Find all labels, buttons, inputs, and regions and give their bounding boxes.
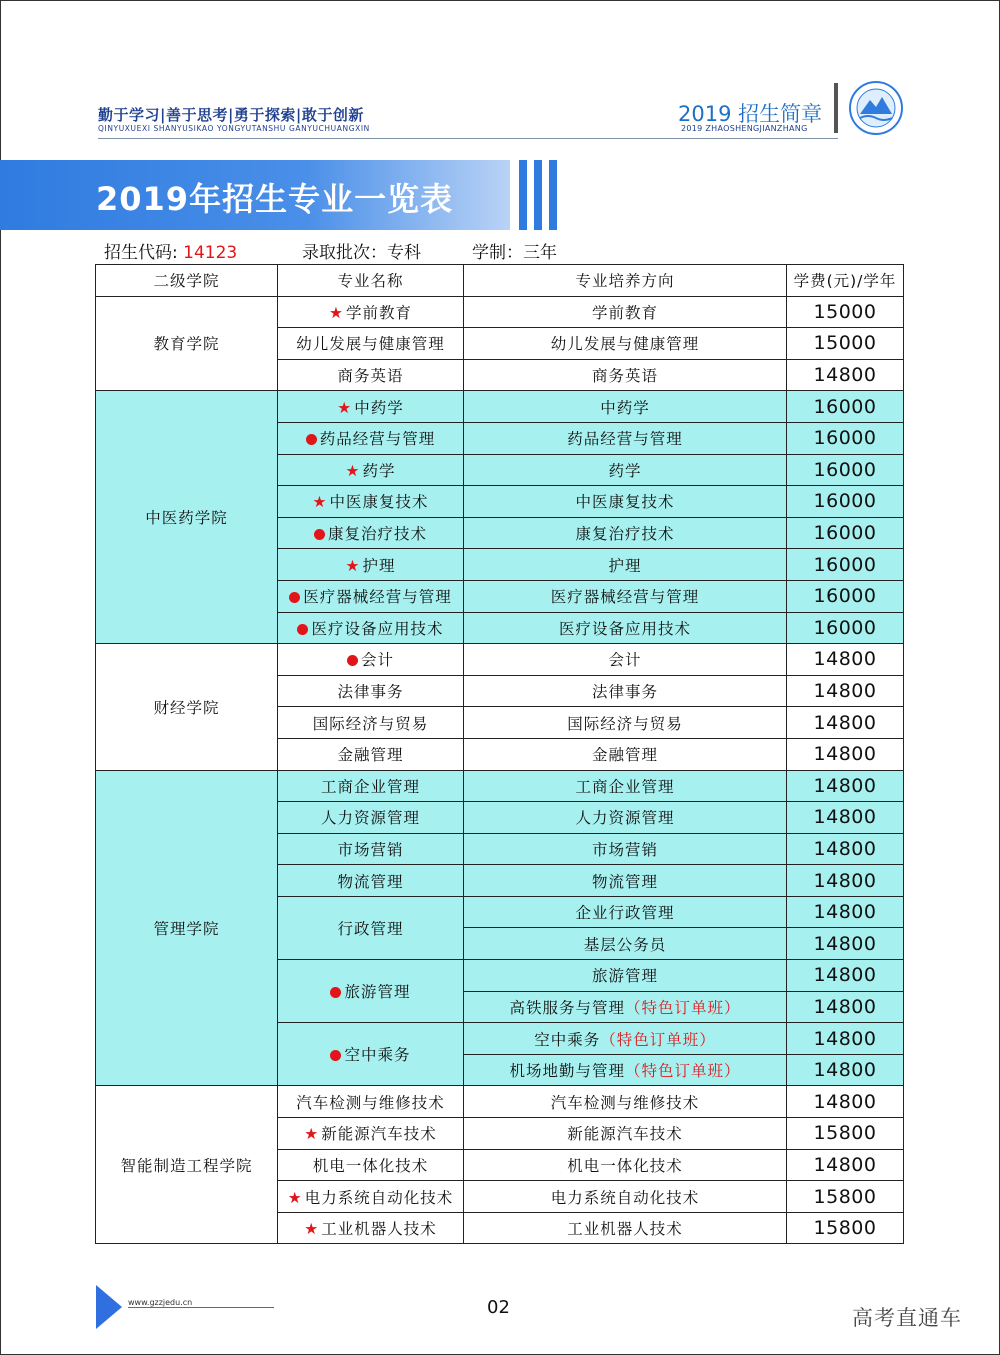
page-title: 2019年招生专业一览表 bbox=[96, 180, 454, 218]
direction-cell bbox=[464, 1054, 787, 1086]
major-cell bbox=[278, 328, 464, 360]
star-icon: ★ bbox=[304, 1220, 320, 1239]
majors-table-body bbox=[96, 296, 904, 1244]
major-cell bbox=[278, 675, 464, 707]
star-icon: ★ bbox=[312, 493, 328, 512]
major-cell bbox=[278, 580, 464, 612]
major-cell bbox=[278, 454, 464, 486]
major-cell bbox=[278, 296, 464, 328]
fee-cell: 14800 bbox=[787, 644, 904, 676]
direction-text: 机电一体化技术 bbox=[567, 1156, 683, 1175]
enrollment-code-label: 招生代码: bbox=[104, 243, 178, 263]
direction-cell bbox=[464, 422, 787, 454]
direction-cell bbox=[464, 1212, 787, 1244]
red-dot-icon bbox=[330, 1050, 341, 1061]
direction-text: 医疗器械经营与管理 bbox=[550, 588, 700, 607]
direction-cell bbox=[464, 549, 787, 581]
major-name: 幼儿发展与健康管理 bbox=[296, 335, 445, 354]
banner-stripe bbox=[534, 160, 542, 230]
page-number: 02 bbox=[487, 1297, 510, 1318]
table-row bbox=[96, 770, 904, 802]
direction-cell bbox=[464, 675, 787, 707]
fee-cell: 14800 bbox=[787, 865, 904, 897]
star-icon: ★ bbox=[287, 1188, 303, 1207]
star-icon: ★ bbox=[345, 556, 361, 575]
major-cell bbox=[278, 833, 464, 865]
major-cell bbox=[278, 644, 464, 676]
table-row bbox=[96, 391, 904, 423]
major-name: 市场营销 bbox=[337, 840, 404, 859]
red-dot-icon bbox=[306, 434, 317, 445]
direction-text: 电力系统自动化技术 bbox=[550, 1188, 700, 1207]
major-name: 行政管理 bbox=[337, 919, 404, 938]
direction-cell bbox=[464, 770, 787, 802]
major-name: 法律事务 bbox=[337, 683, 404, 702]
brochure-pinyin: 2019 ZHAOSHENGJIANZHANG bbox=[681, 124, 808, 133]
table-row bbox=[96, 296, 904, 328]
major-cell bbox=[278, 1086, 464, 1118]
direction-cell bbox=[464, 865, 787, 897]
direction-cell bbox=[464, 296, 787, 328]
major-name: 国际经济与贸易 bbox=[312, 714, 429, 733]
direction-text: 新能源汽车技术 bbox=[567, 1125, 683, 1144]
direction-text: 工业机器人技术 bbox=[567, 1220, 683, 1239]
fee-cell: 14800 bbox=[787, 833, 904, 865]
fee-cell: 15800 bbox=[787, 1212, 904, 1244]
fee-cell: 14800 bbox=[787, 738, 904, 770]
majors-table bbox=[95, 264, 904, 1244]
column-header: 学费(元)/学年 bbox=[787, 265, 904, 297]
direction-text: 学前教育 bbox=[591, 303, 658, 322]
major-cell bbox=[278, 612, 464, 644]
fee-cell: 16000 bbox=[787, 486, 904, 518]
direction-text: 幼儿发展与健康管理 bbox=[550, 335, 700, 354]
red-dot-icon bbox=[347, 655, 358, 666]
direction-cell bbox=[464, 486, 787, 518]
fee-cell: 14800 bbox=[787, 802, 904, 834]
table-row bbox=[96, 644, 904, 676]
college-cell: 中医药学院 bbox=[96, 391, 278, 644]
major-name: 物流管理 bbox=[337, 872, 404, 891]
direction-cell bbox=[464, 802, 787, 834]
direction-cell bbox=[464, 896, 787, 928]
major-cell bbox=[278, 1118, 464, 1150]
enrollment-code bbox=[104, 238, 237, 263]
major-name: 汽车检测与维修技术 bbox=[296, 1093, 445, 1112]
special-class-note: （特色订单班） bbox=[625, 1062, 741, 1081]
major-name: 空中乘务 bbox=[344, 1046, 411, 1065]
direction-cell bbox=[464, 328, 787, 360]
direction-cell bbox=[464, 517, 787, 549]
fee-cell: 14800 bbox=[787, 359, 904, 391]
watermark: 高考直通车 bbox=[852, 1306, 962, 1330]
red-dot-icon bbox=[330, 987, 341, 998]
direction-text: 机场地勤与管理 bbox=[509, 1062, 625, 1081]
direction-cell bbox=[464, 928, 787, 960]
college-cell: 智能制造工程学院 bbox=[96, 1086, 278, 1244]
fee-cell: 16000 bbox=[787, 422, 904, 454]
college-cell: 管理学院 bbox=[96, 770, 278, 1086]
direction-text: 旅游管理 bbox=[591, 967, 658, 986]
college-cell: 教育学院 bbox=[96, 296, 278, 391]
direction-cell bbox=[464, 1149, 787, 1181]
major-name: 新能源汽车技术 bbox=[321, 1125, 437, 1144]
direction-text: 会计 bbox=[608, 651, 642, 670]
star-icon: ★ bbox=[329, 303, 344, 322]
direction-text: 基层公务员 bbox=[583, 935, 667, 954]
direction-cell bbox=[464, 1023, 787, 1055]
special-class-note: （特色订单班） bbox=[600, 1030, 716, 1049]
direction-text: 法律事务 bbox=[591, 683, 658, 702]
direction-cell bbox=[464, 612, 787, 644]
red-dot-icon bbox=[314, 529, 325, 540]
footer-url: www.gzzjedu.cn bbox=[128, 1298, 193, 1307]
direction-text: 医疗设备应用技术 bbox=[558, 619, 691, 638]
major-cell bbox=[278, 802, 464, 834]
direction-text: 中医康复技术 bbox=[575, 493, 675, 512]
major-name: 医疗设备应用技术 bbox=[311, 619, 444, 638]
fee-cell: 15000 bbox=[787, 296, 904, 328]
fee-cell: 14800 bbox=[787, 1054, 904, 1086]
fee-cell: 16000 bbox=[787, 549, 904, 581]
direction-text: 物流管理 bbox=[591, 872, 658, 891]
banner-stripe bbox=[519, 160, 527, 230]
direction-text: 汽车检测与维修技术 bbox=[550, 1093, 700, 1112]
major-cell bbox=[278, 770, 464, 802]
direction-cell bbox=[464, 1118, 787, 1150]
footer-rule bbox=[128, 1307, 274, 1308]
direction-cell bbox=[464, 454, 787, 486]
fee-cell: 14800 bbox=[787, 770, 904, 802]
direction-text: 国际经济与贸易 bbox=[567, 714, 683, 733]
major-name: 中药学 bbox=[354, 398, 404, 417]
direction-text: 企业行政管理 bbox=[575, 904, 675, 923]
fee-cell: 15000 bbox=[787, 328, 904, 360]
major-cell bbox=[278, 707, 464, 739]
school-motto-pinyin: QINYUXUEXI SHANYUSIKAO YONGYUTANSHU GANYUCHUANGXIN bbox=[98, 124, 370, 133]
fee-cell: 16000 bbox=[787, 517, 904, 549]
major-cell bbox=[278, 486, 464, 518]
fee-cell: 16000 bbox=[787, 580, 904, 612]
major-name: 药品经营与管理 bbox=[319, 430, 436, 449]
red-dot-icon bbox=[289, 592, 300, 603]
fee-cell: 14800 bbox=[787, 960, 904, 992]
brochure-title: 2019 招生简章 bbox=[678, 102, 823, 126]
fee-cell: 14800 bbox=[787, 707, 904, 739]
banner-stripe bbox=[549, 160, 557, 230]
major-cell bbox=[278, 549, 464, 581]
table-row bbox=[96, 1086, 904, 1118]
direction-cell bbox=[464, 991, 787, 1023]
direction-text: 金融管理 bbox=[591, 746, 658, 765]
major-cell bbox=[278, 391, 464, 423]
header-divider bbox=[834, 83, 838, 133]
direction-text: 药学 bbox=[608, 461, 642, 480]
column-header: 专业名称 bbox=[278, 265, 464, 297]
direction-text: 康复治疗技术 bbox=[575, 525, 675, 544]
fee-cell: 16000 bbox=[787, 391, 904, 423]
fee-cell: 14800 bbox=[787, 1023, 904, 1055]
major-name: 会计 bbox=[360, 651, 394, 670]
direction-cell bbox=[464, 960, 787, 992]
special-class-note: （特色订单班） bbox=[625, 998, 741, 1017]
major-cell bbox=[278, 1212, 464, 1244]
header-rule bbox=[98, 138, 838, 139]
major-name: 康复治疗技术 bbox=[327, 525, 427, 544]
fee-cell: 14800 bbox=[787, 1086, 904, 1118]
fee-cell: 14800 bbox=[787, 675, 904, 707]
school-logo-icon bbox=[848, 80, 904, 136]
direction-text: 商务英语 bbox=[591, 367, 658, 386]
fee-cell: 15800 bbox=[787, 1118, 904, 1150]
direction-text: 中药学 bbox=[600, 398, 650, 417]
major-cell bbox=[278, 1023, 464, 1086]
admission-batch: 录取批次：专科 bbox=[302, 243, 421, 263]
direction-cell bbox=[464, 391, 787, 423]
direction-cell bbox=[464, 738, 787, 770]
study-duration: 学制：三年 bbox=[472, 243, 557, 263]
major-cell bbox=[278, 896, 464, 959]
major-cell bbox=[278, 1149, 464, 1181]
major-cell bbox=[278, 960, 464, 1023]
footer-arrow-icon bbox=[96, 1285, 122, 1329]
column-header: 专业培养方向 bbox=[464, 265, 787, 297]
major-name: 机电一体化技术 bbox=[312, 1156, 429, 1175]
fee-cell: 16000 bbox=[787, 612, 904, 644]
direction-cell bbox=[464, 359, 787, 391]
star-icon: ★ bbox=[345, 461, 361, 480]
direction-text: 空中乘务 bbox=[534, 1030, 601, 1049]
star-icon: ★ bbox=[337, 398, 353, 417]
fee-cell: 14800 bbox=[787, 896, 904, 928]
major-cell bbox=[278, 738, 464, 770]
star-icon: ★ bbox=[304, 1125, 320, 1144]
direction-cell bbox=[464, 1181, 787, 1213]
fee-cell: 14800 bbox=[787, 1149, 904, 1181]
fee-cell: 15800 bbox=[787, 1181, 904, 1213]
major-name: 旅游管理 bbox=[344, 983, 411, 1002]
direction-cell bbox=[464, 644, 787, 676]
major-name: 工业机器人技术 bbox=[321, 1220, 437, 1239]
direction-text: 人力资源管理 bbox=[575, 809, 675, 828]
major-cell bbox=[278, 359, 464, 391]
major-name: 电力系统自动化技术 bbox=[304, 1188, 454, 1207]
major-name: 商务英语 bbox=[337, 367, 404, 386]
major-cell bbox=[278, 865, 464, 897]
direction-cell bbox=[464, 833, 787, 865]
enrollment-code-value: 14123 bbox=[183, 243, 238, 263]
major-name: 医疗器械经营与管理 bbox=[303, 588, 452, 607]
major-name: 护理 bbox=[362, 556, 396, 575]
major-name: 人力资源管理 bbox=[320, 809, 420, 828]
direction-cell bbox=[464, 707, 787, 739]
major-name: 学前教育 bbox=[345, 303, 412, 322]
major-name: 中医康复技术 bbox=[329, 493, 429, 512]
major-cell bbox=[278, 517, 464, 549]
direction-cell bbox=[464, 1086, 787, 1118]
direction-text: 高铁服务与管理 bbox=[509, 998, 625, 1017]
college-cell: 财经学院 bbox=[96, 644, 278, 770]
major-name: 药学 bbox=[362, 461, 396, 480]
fee-cell: 14800 bbox=[787, 991, 904, 1023]
major-cell bbox=[278, 1181, 464, 1213]
major-name: 金融管理 bbox=[337, 746, 404, 765]
fee-cell: 14800 bbox=[787, 928, 904, 960]
direction-text: 市场营销 bbox=[591, 840, 658, 859]
column-header: 二级学院 bbox=[96, 265, 278, 297]
direction-text: 护理 bbox=[608, 556, 642, 575]
red-dot-icon bbox=[297, 624, 308, 635]
major-cell bbox=[278, 422, 464, 454]
major-name: 工商企业管理 bbox=[320, 777, 420, 796]
school-motto: 勤于学习|善于思考|勇于探索|敢于创新 bbox=[98, 106, 364, 124]
direction-text: 工商企业管理 bbox=[575, 777, 675, 796]
fee-cell: 16000 bbox=[787, 454, 904, 486]
direction-cell bbox=[464, 580, 787, 612]
direction-text: 药品经营与管理 bbox=[567, 430, 683, 449]
